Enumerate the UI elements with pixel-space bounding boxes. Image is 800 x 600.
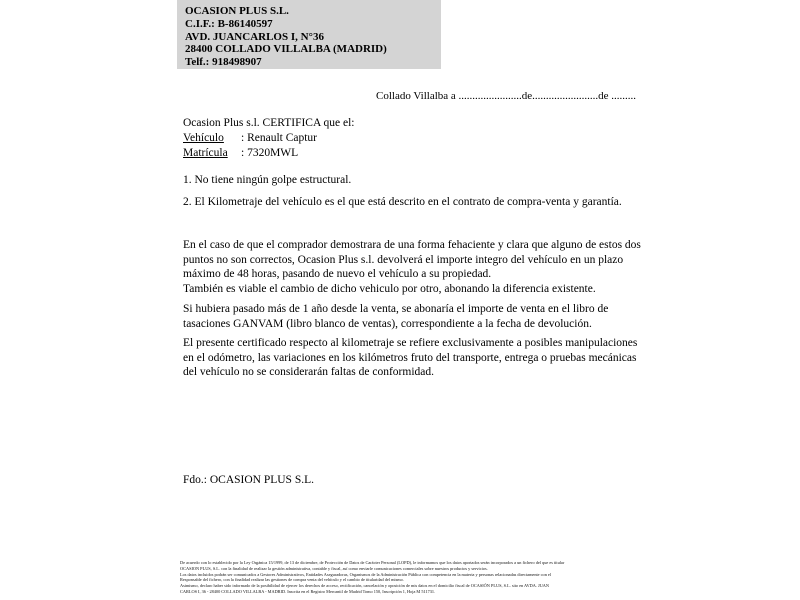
legal-line: CARLOS I, 36 - 28400 COLLADO VILLALBA - MADRID. Inscrita en el Registro Mercantil de Madrid Tomo 150, Inscripción 1, Hoja M 511731. [180,588,436,594]
legal-line: Asimismo, declaro haber sido informado de la posibilidad de ejercer los derechos de acceso, rectificación, cancelación y oposición de mis datos en el domicilio fiscal de OCASIÓN PLUS, S.L. sito en AVDA. JUAN [180,583,550,589]
certify-intro: Ocasion Plus s.l. CERTIFICA que el: [183,117,355,129]
plate-value: : 7320MWL [241,147,299,159]
company-cif: C.I.F.: B-86140597 [185,17,273,30]
point-1: 1. No tiene ningún golpe estructural. [183,174,352,186]
paragraph-ganvam: Si hubiera pasado más de 1 año desde la venta, se abonaría el importe de venta en el libro de tasaciones GANVAM (libro blanco de ventas), correspondiente a la fecha de devolución. [183,303,609,330]
legal-fine-print [180,560,620,595]
vehicle-value: : Renault Captur [241,132,318,144]
vehicle-label: Vehículo [183,132,224,144]
certification-block [183,116,355,161]
company-phone: Telf.: 918498907 [185,56,262,69]
paragraph-exchange: También es viable el cambio de dicho vehiculo por otro, abonando la diferencia existente. [183,283,596,295]
plate-label: Matrícula [183,147,228,159]
letterhead-block [177,0,441,69]
date-line: Collado Villalba a .......................de........................de ......... [376,90,637,102]
legal-line: De acuerdo con lo establecido por la Ley Orgánica 15/1999, de 13 de diciembre, de Protección de Datos de Carácter Personal (LOPD), le informamos que los datos aportados serán incorporados a un fichero del que es titular [180,560,565,565]
point-2: 2. El Kilometraje del vehículo es el que está descrito en el contrato de compra-venta y garantía. [183,196,622,208]
company-name: OCASION PLUS S.L. [185,5,289,17]
company-address: AVD. JUANCARLOS I, N°36 [185,30,324,43]
paragraph-odometer: El presente certificado respecto al kilometraje se refiere exclusivamente a posibles manipulaciones en el odómetro, las variaciones en los kilómetros fruto del transporte, entrega o pruebas mecánicas del vehículo no se considerarán faltas de conformidad. [183,337,638,378]
legal-line: OCASION PLUS, S.L. con la finalidad de realizar la gestión administrativa, contable y fiscal, así como enviarle comunicaciones comerciales sobre nuestros productos y servicios. [180,565,488,571]
vehicle-row [183,131,355,146]
paragraph-refund: En el caso de que el comprador demostrara de una forma fehaciente y clara que alguno de estos dos puntos no son correctos, Ocasion Plus s.l. devolverá el importe integro del vehículo en un plazo máximo de 48 horas, pasando de nuevo el vehículo a su propiedad. [183,239,641,280]
signature-line: Fdo.: OCASION PLUS S.L. [183,474,314,486]
legal-line: Responsable del fichero, con la finalidad realizar las gestiones de compra venta del vehículo y el cambio de titularidad del mismo. [180,577,404,583]
company-city: 28400 COLLADO VILLALBA (MADRID) [185,43,387,56]
plate-row [183,146,355,161]
legal-line: Los datos incluidos podrán ser comunicados a Gestores Administrativos, Entidades Aseguradoras, Organismos de la Administración Pública con competencia en la materia y personas relacionadas directamente con el [180,571,552,577]
